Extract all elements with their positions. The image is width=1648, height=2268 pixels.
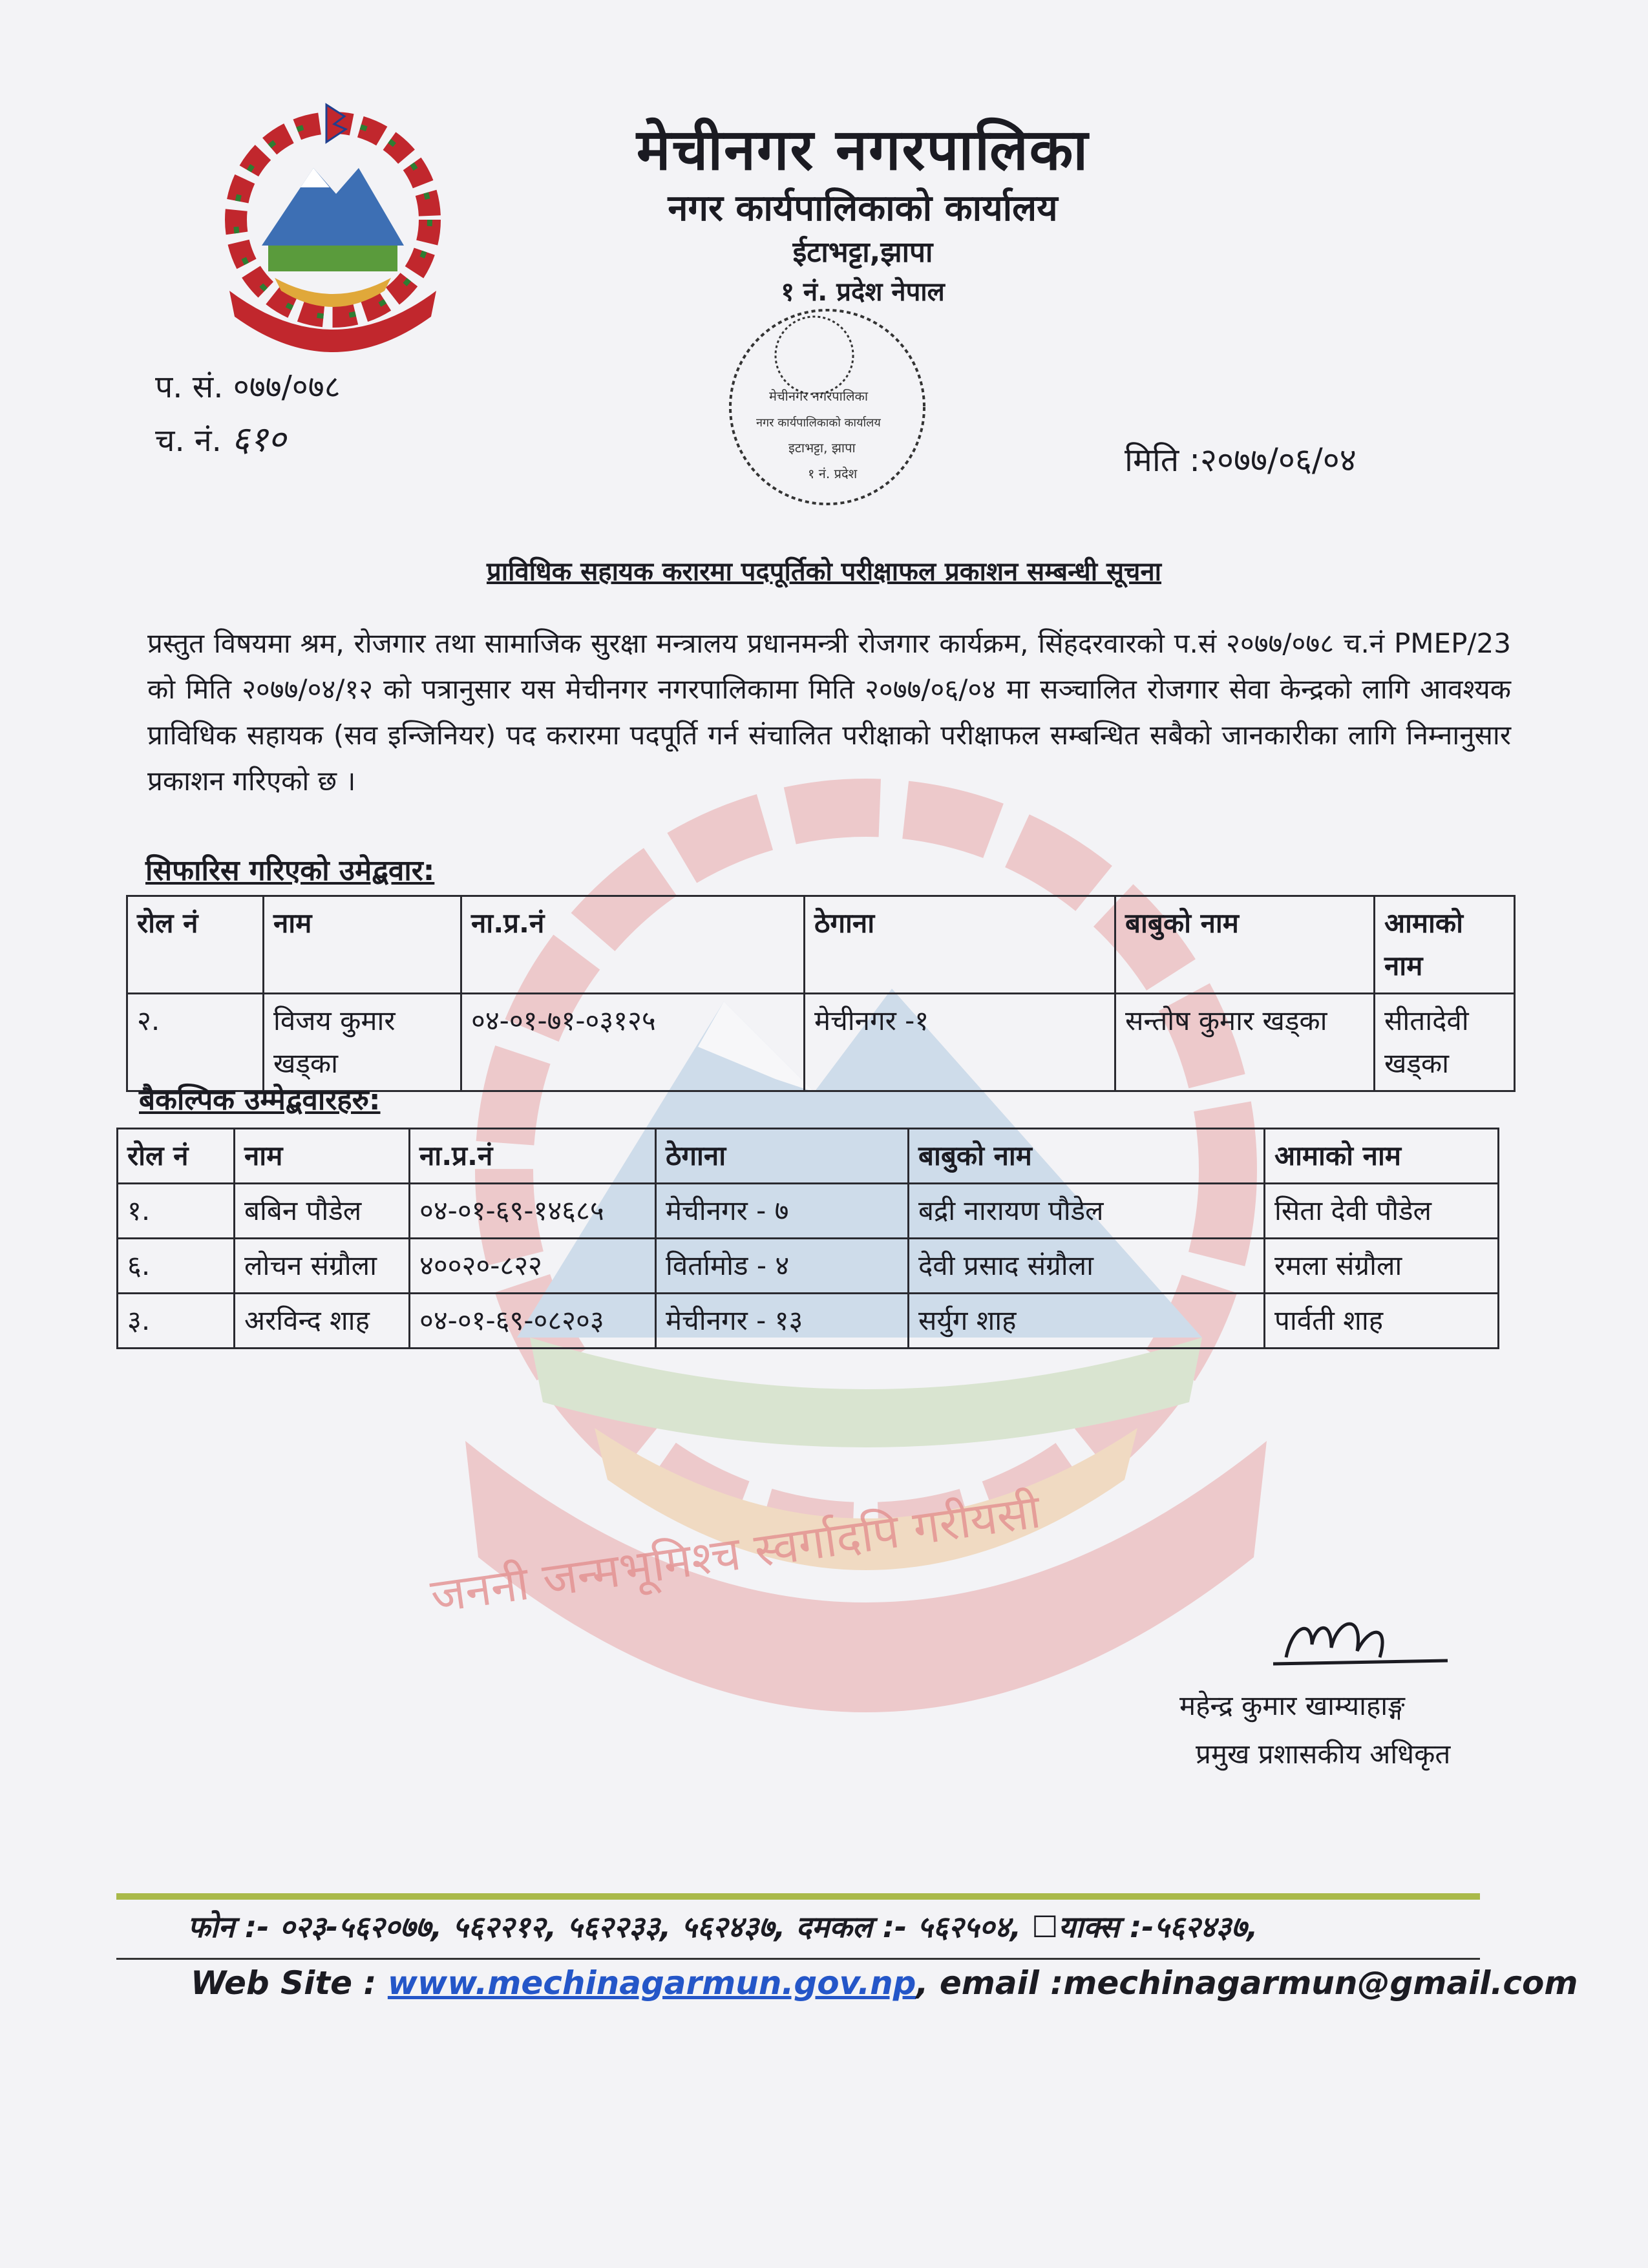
dispatch-number-row [155,414,286,461]
col-name: नाम [264,896,461,994]
cell-address: विर्तामोड - ४ [656,1239,909,1294]
letter-date: मिति :२०७७/०६/०४ [1125,441,1357,479]
recommended-title: सिफारिस गरिएको उमेद्बवार: [145,854,435,887]
cell-father: सन्तोष कुमार खड्का [1115,994,1375,1091]
office-address: ईटाभट्टा,झापा [792,236,933,269]
cell-name: अरविन्द शाह [235,1294,410,1349]
recommended-table [126,895,1516,1092]
signatory-name: महेन्द्र कुमार खाम्याहाङ्ग [1179,1690,1405,1721]
col-roll: रोल नं [127,896,264,994]
stamp-line: मेचीनगर नगरपालिका [769,388,869,404]
province: १ नं. प्रदेश नेपाल [781,277,945,307]
cell-mother: सीतादेवी खड्का [1375,994,1515,1091]
cell-roll: ६. [118,1239,235,1294]
table-header-row [118,1129,1499,1184]
alternates-table [116,1128,1499,1349]
stamp-line: १ नं. प्रदेश [808,466,858,481]
table-row [118,1294,1499,1349]
col-citizenship: ना.प्र.नं [410,1129,656,1184]
dispatch-number: ६१० [231,419,286,459]
cell-citizenship: ४००२०-८२२ [410,1239,656,1294]
website-link[interactable]: www.mechinagarmun.gov.np [387,1964,916,2002]
footer-web [191,1964,1578,2002]
watermark-motto: जननी जन्मभूमिश्च स्वर्गादपि गरीयसी [427,1484,1044,1624]
letter-number: प. सं. ०७७/०७८ [155,369,341,405]
cell-father: सर्युग शाह [909,1294,1265,1349]
cell-citizenship: ०४-०१-६९-०८२०३ [410,1294,656,1349]
office-name: नगर कार्यपालिकाको कार्यालय [668,187,1058,229]
alternates-title: बैकल्पिक उम्मेद्बवारहरु: [139,1084,381,1117]
office-stamp [717,297,937,517]
col-father: बाबुको नाम [1115,896,1375,994]
table-row [127,994,1515,1091]
cell-address: मेचीनगर -१ [805,994,1115,1091]
organization-name: मेचीनगर नगरपालिका [636,116,1090,183]
footer-divider [116,1893,1480,1900]
col-citizenship: ना.प्र.नं [461,896,805,994]
col-name: नाम [235,1129,410,1184]
col-father: बाबुको नाम [909,1129,1265,1184]
stamp-line: नगर कार्यपालिकाको कार्यालय [756,416,881,430]
table-row [118,1184,1499,1239]
cell-roll: ३. [118,1294,235,1349]
cell-father: देवी प्रसाद संग्रौला [909,1239,1265,1294]
footer-rule [116,1958,1480,1960]
col-address: ठेगाना [656,1129,909,1184]
col-mother: आमाको नाम [1265,1129,1499,1184]
notice-body: प्रस्तुत विषयमा श्रम, रोजगार तथा सामाजिक सुरक्षा मन्त्रालय प्रधानमन्त्री रोजगार कार्यक्रम, सिंहदरवारको प.सं २०७७/०७८ च.नं PMEP/23 को मिति २०७७/०४/१२ को पत्रानुसार यस मेचीनगर नगरपालिकामा मिति २०७७/०६/०४ मा सञ्चालित रोजगार सेवा केन्द्रको लागि आवश्यक प्राविधिक सहायक (सव इन्जिनियर) पद करारमा पदपूर्ति गर्न संचालित परीक्षाको परीक्षाफल सम्बन्धित सबैको जानकारीका लागि निम्नानुसार प्रकाशन गरिएको छ । [147,627,1511,797]
cell-address: मेचीनगर - १३ [656,1294,909,1349]
cell-roll: २. [127,994,264,1091]
table-header-row [127,896,1515,994]
cell-father: बद्री नारायण पौडेल [909,1184,1265,1239]
col-address: ठेगाना [805,896,1115,994]
cell-citizenship: ०४-०१-७१-०३१२५ [461,994,805,1091]
cell-roll: १. [118,1184,235,1239]
cell-name: बबिन पौडेल [235,1184,410,1239]
table-row [118,1239,1499,1294]
cell-citizenship: ०४-०१-६९-१४६८५ [410,1184,656,1239]
col-roll: रोल नं [118,1129,235,1184]
email-text: , email :mechinagarmun@gmail.com [916,1964,1578,2002]
cell-address: मेचीनगर - ७ [656,1184,909,1239]
cell-name: लोचन संग्रौला [235,1239,410,1294]
website-label: Web Site : [191,1964,377,2002]
cell-mother: सिता देवी पौडेल [1265,1184,1499,1239]
signatory-designation: प्रमुख प्रशासकीय अधिकृत [1196,1738,1451,1770]
cell-mother: पार्वती शाह [1265,1294,1499,1349]
stamp-line: इटाभट्टा, झापा [788,440,856,456]
cell-mother: रमला संग्रौला [1265,1239,1499,1294]
footer-phone: फोन :- ०२३-५६२०७७, ५६२२१२, ५६२२३३, ५६२४३७, दमकल :- ५६२५०४, ☐याक्स :-५६२४३७, [187,1909,1258,1944]
notice-subject: प्राविधिक सहायक करारमा पदपूर्तिको परीक्षाफल प्रकाशन सम्बन्धी सूचना [486,557,1162,587]
col-mother: आमाको नाम [1375,896,1515,994]
dispatch-number-label: च. नं. [155,423,222,459]
signature-mark [1267,1599,1454,1677]
cell-name: विजय कुमार खड्का [264,994,461,1091]
